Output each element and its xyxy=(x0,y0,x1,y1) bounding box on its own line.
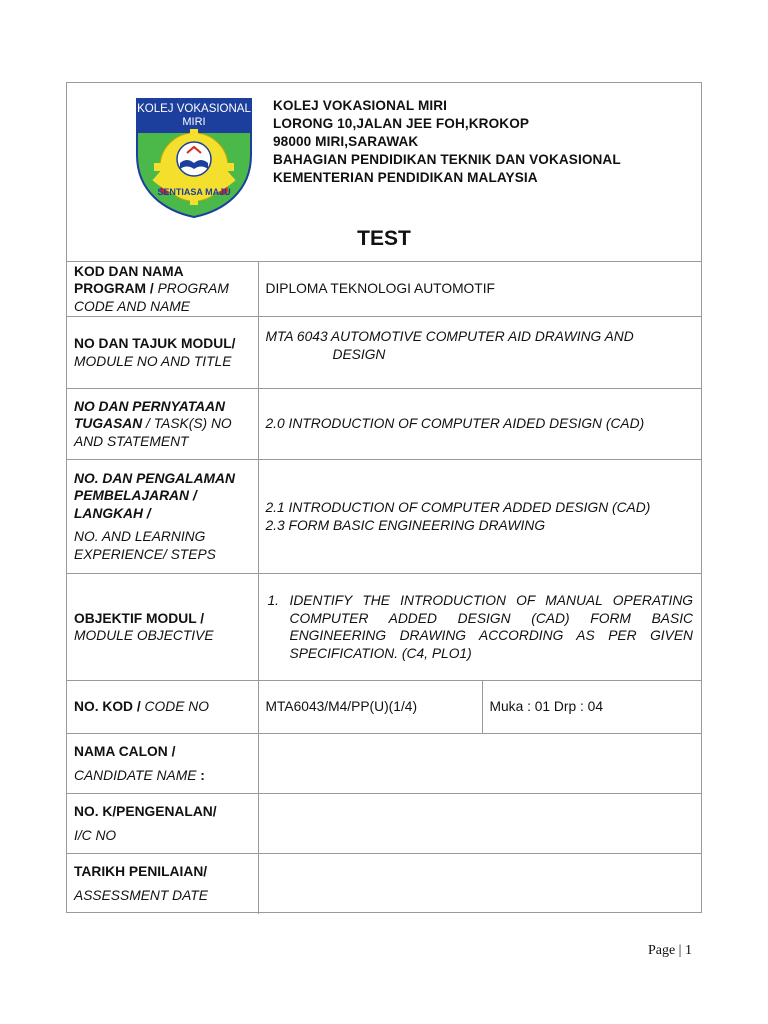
page-number: Page | 1 xyxy=(647,943,692,958)
label-italic: MODULE NO AND TITLE xyxy=(74,353,232,369)
label-bold: OBJEKTIF MODUL / xyxy=(74,610,205,626)
experience-value xyxy=(258,460,701,574)
label-cell xyxy=(67,794,258,854)
logo-banner-text: KOLEJ VOKASIONAL xyxy=(137,103,251,115)
label-cell xyxy=(67,389,258,460)
row-objective xyxy=(67,574,701,681)
assessment-date-field[interactable] xyxy=(258,854,701,914)
address-line: BAHAGIAN PENDIDIKAN TEKNIK DAN VOKASIONAL xyxy=(273,152,621,167)
label-italic: ASSESSMENT DATE xyxy=(74,887,208,903)
program-value: DIPLOMA TEKNOLOGI AUTOMOTIF xyxy=(258,262,701,317)
document-title: TEST xyxy=(357,227,411,250)
label-italic: PROGRAM CODE AND NAME xyxy=(74,281,229,314)
label-italic: I/C NO xyxy=(74,827,117,843)
label-cell xyxy=(67,460,258,574)
document-frame xyxy=(66,82,702,913)
document-header xyxy=(67,83,701,262)
label-cell xyxy=(67,317,258,389)
label-cell xyxy=(67,574,258,681)
label-bold: NO DAN TAJUK MODUL/ xyxy=(74,336,236,351)
logo-banner-text-2: MIRI xyxy=(182,116,206,128)
label-cell xyxy=(67,854,258,914)
logo-motto: SENTIASA MAJU xyxy=(157,187,231,197)
address-block xyxy=(273,97,621,187)
label-bold: NO. K/PENGENALAN/ xyxy=(74,804,217,819)
address-line: KOLEJ VOKASIONAL MIRI xyxy=(273,98,448,113)
label-bold: NO. DAN PENGALAMAN PEMBELAJARAN / LANGKAH / xyxy=(74,470,235,521)
row-program xyxy=(67,262,701,317)
label-cell xyxy=(67,262,258,317)
objective-number: 1. xyxy=(267,593,280,608)
module-title-line: DESIGN xyxy=(332,346,386,362)
ic-number-field[interactable] xyxy=(258,794,701,854)
row-date xyxy=(67,854,701,914)
label-italic: MODULE OBJECTIVE xyxy=(74,628,214,643)
label-suffix: : xyxy=(196,767,205,783)
info-table xyxy=(67,261,701,914)
label-cell xyxy=(67,734,258,794)
label-bold: NO DAN PERNYATAAN TUGASAN xyxy=(74,398,225,432)
label-italic: NO. AND LEARNING EXPERIENCE/ STEPS xyxy=(74,529,216,562)
label-bold: KOD DAN NAMA PROGRAM / xyxy=(74,263,184,297)
college-crest-logo xyxy=(135,97,253,219)
candidate-name-field[interactable] xyxy=(258,734,701,794)
objective-text: IDENTIFY THE INTRODUCTION OF MANUAL OPERATING COMPUTER ADDED DESIGN (CAD) FORM BASIC ENGINEERING DRAWING ACCORDING AS PER GIVEN SPECIFICATION. (C4, PLO1) xyxy=(289,593,694,661)
objective-value xyxy=(258,574,701,681)
address-line: KEMENTERIAN PENDIDIKAN MALAYSIA xyxy=(273,170,538,185)
label-italic: CANDIDATE NAME xyxy=(74,767,197,783)
experience-line: 2.1 INTRODUCTION OF COMPUTER ADDED DESIGN (CAD) xyxy=(265,500,651,515)
label-italic: / TASK(S) NO AND STATEMENT xyxy=(74,416,232,449)
module-value xyxy=(258,317,701,389)
row-experience xyxy=(67,460,701,574)
task-value: 2.0 INTRODUCTION OF COMPUTER AIDED DESIGN (CAD) xyxy=(258,389,701,460)
module-title-line: MTA 6043 AUTOMOTIVE COMPUTER AID DRAWING AND xyxy=(265,329,634,344)
label-bold: NO. KOD / xyxy=(74,699,145,715)
row-code xyxy=(67,681,701,734)
label-cell xyxy=(67,681,258,734)
label-bold: TARIKH PENILAIAN/ xyxy=(74,864,208,880)
label-bold: NAMA CALON / xyxy=(74,744,176,759)
row-candidate xyxy=(67,734,701,794)
code-value: MTA6043/M4/PP(U)(1/4) xyxy=(258,681,482,734)
row-module xyxy=(67,317,701,389)
label-italic: CODE NO xyxy=(144,699,209,715)
row-ic xyxy=(67,794,701,854)
muka-value: Muka : 01 Drp : 04 xyxy=(482,681,701,734)
row-task xyxy=(67,389,701,460)
address-line: LORONG 10,JALAN JEE FOH,KROKOP xyxy=(273,116,530,131)
experience-line: 2.3 FORM BASIC ENGINEERING DRAWING xyxy=(265,517,546,533)
address-line: 98000 MIRI,SARAWAK xyxy=(273,134,419,149)
